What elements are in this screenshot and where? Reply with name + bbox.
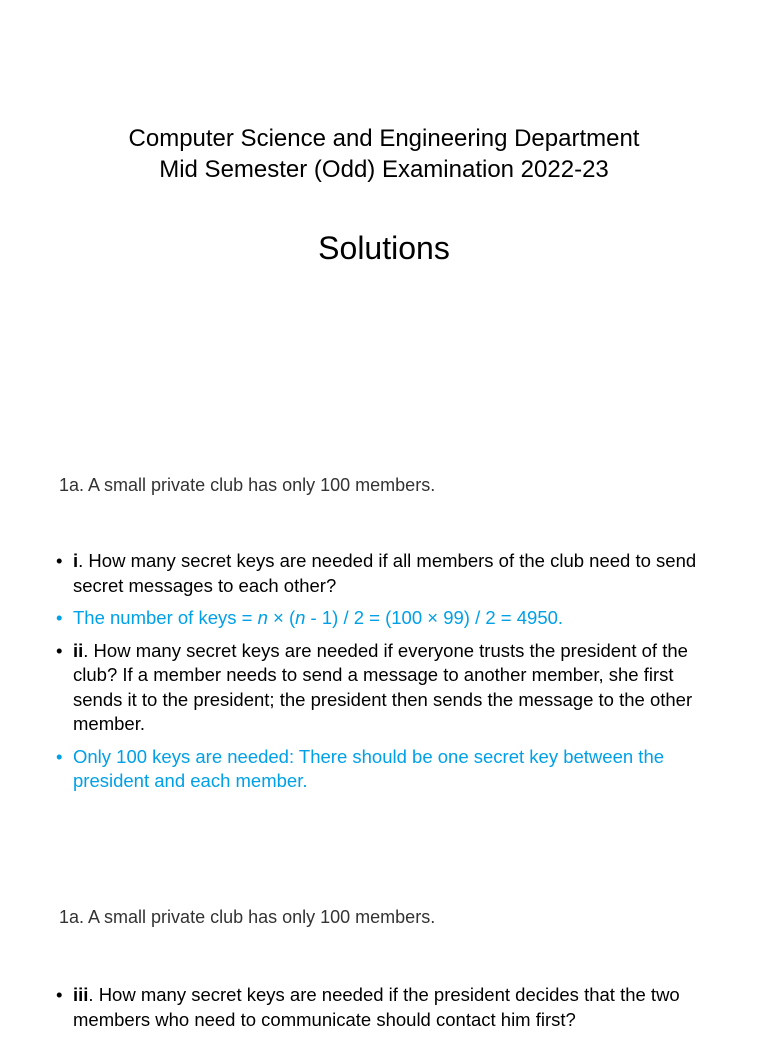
department-title: Computer Science and Engineering Department — [128, 125, 640, 152]
question-list-1 — [56, 549, 716, 802]
answer-suffix: - 1) / 2 = (100 × 99) / 2 = 4950. — [305, 607, 564, 628]
answer-mid: × ( — [267, 607, 296, 628]
question-text: . How many secret keys are needed if everyone trusts the president of the club? If a member needs to send a message to another member, she first sends it to the president; the president then sends the message to the other member. — [73, 639, 693, 734]
question-label: iii — [73, 984, 89, 1005]
answer-prefix: The number of keys = — [73, 607, 258, 628]
question-list-2 — [56, 983, 716, 1040]
variable-n: n — [257, 607, 268, 628]
question-text: . How many secret keys are needed if the president decides that the two members who need to communicate should contact him first? — [73, 984, 680, 1030]
section-heading-1: 1a. A small private club has only 100 members. — [59, 475, 436, 495]
question-label: i — [73, 550, 79, 571]
question-iii — [56, 983, 716, 1032]
answer-text: Only 100 keys are needed: There should be one secret key between the president and each member. — [73, 745, 665, 791]
exam-title: Mid Semester (Odd) Examination 2022-23 — [159, 156, 609, 183]
question-i — [56, 549, 716, 598]
question-label: ii — [73, 639, 84, 661]
answer-ii — [56, 745, 716, 794]
section-heading-2: 1a. A small private club has only 100 members. — [59, 907, 436, 927]
question-ii — [56, 639, 716, 737]
page-title: Solutions — [318, 230, 450, 266]
variable-n: n — [295, 607, 306, 628]
answer-i — [56, 606, 716, 631]
question-text: . How many secret keys are needed if all members of the club need to send secret messages to each other? — [73, 550, 697, 596]
